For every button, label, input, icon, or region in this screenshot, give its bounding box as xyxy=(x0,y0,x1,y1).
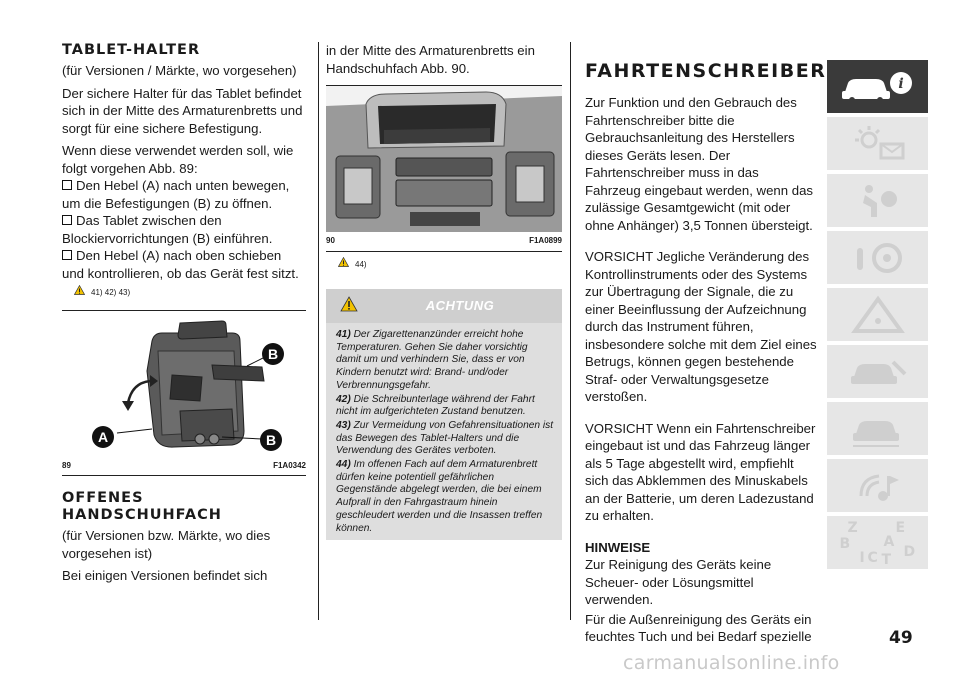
paragraph: VORSICHT Wenn ein Fahrtenschreiber eingebaut ist und das Fahrzeug länger als 5 Tage abgestellt wird, empfiehlt sich das Abklemmen des Minuskabels an der Batterie, um deren Ladezustand zu erhalten. xyxy=(585,420,816,523)
multimedia-icon xyxy=(843,466,913,506)
index-letter: C xyxy=(867,549,878,566)
note-item xyxy=(336,420,554,458)
figure-number: 90 xyxy=(326,236,335,245)
car-service-icon xyxy=(843,352,913,392)
hinweise-heading: HINWEISE xyxy=(585,539,651,555)
index-letter: D xyxy=(903,543,916,560)
tab-starting-driving[interactable] xyxy=(827,231,928,284)
figure-code: F1A0899 xyxy=(529,236,562,245)
note-item xyxy=(336,459,554,535)
paragraph: Der sichere Halter für das Tablet befindet sich in der Mitte des Armaturenbretts und sorgt für eine sichere Befestigung. xyxy=(62,85,303,136)
label-a: A xyxy=(92,426,114,448)
alphabet-index-icon xyxy=(838,520,918,566)
figure-code: F1A0342 xyxy=(273,460,306,470)
warning-triangle-icon xyxy=(338,256,349,274)
subtitle: (für Versionen bzw. Märkte, wo dies vorgesehen ist) xyxy=(62,528,271,561)
index-letter: E xyxy=(895,519,906,536)
figure-90 xyxy=(326,85,562,232)
car-info-icon xyxy=(838,67,918,107)
index-letter: Z xyxy=(847,519,858,536)
note-text: Zur Vermeidung von Gefahrensituationen ist das Bewegen des Tablet-Halters und die Verwendung des Gerätes verboten. xyxy=(336,419,554,457)
tab-warning-lights[interactable] xyxy=(827,117,928,170)
warning-refs-text: 44) xyxy=(355,259,367,269)
glove-box-illustration xyxy=(326,86,562,232)
figure-caption xyxy=(326,232,562,252)
column-1 xyxy=(62,42,306,590)
step-text: Den Hebel (A) nach unten bewegen, um die Befestigungen (B) zu öffnen. xyxy=(62,178,290,211)
tab-multimedia[interactable] xyxy=(827,459,928,512)
checkbox-bullet-icon xyxy=(62,250,72,260)
note-item xyxy=(336,329,554,393)
step-item xyxy=(62,212,306,247)
steering-wheel-icon xyxy=(843,238,913,278)
tab-car-info[interactable] xyxy=(827,60,928,113)
index-letter: A xyxy=(883,533,895,550)
tab-specs[interactable] xyxy=(827,402,928,455)
chapter-sidebar xyxy=(827,60,928,573)
note-text: Der Zigarettenanzünder erreicht hohe Temperaturen. Gehen Sie daher vorsichtig damit um und verhindern Sie, dass er von Kindern benutzt wird: Brand- und/oder Verbrennungsgefahr. xyxy=(336,329,528,391)
svg-text:i: i xyxy=(897,75,904,92)
note-text: Die Schreibunterlage während der Fahrt nicht im aufgerichteten Zustand benutzen. xyxy=(336,393,535,418)
paragraph: Wenn diese verwendet werden soll, wie folgt vorgehen Abb. 89: xyxy=(62,143,294,176)
paragraph: Bei einigen Versionen befindet sich xyxy=(62,568,268,583)
step-text: Den Hebel (A) nach oben schieben und kontrollieren, ob das Gerät fest sitzt. xyxy=(62,248,299,281)
tab-safety[interactable] xyxy=(827,174,928,227)
paragraph: Für die Außenreinigung des Geräts ein feuchtes Tuch und bei Bedarf spezielle xyxy=(585,611,812,644)
warning-refs-text: 41) 42) 43) xyxy=(91,288,131,297)
note-number: 41) xyxy=(336,329,351,340)
note-item xyxy=(336,394,554,419)
step-text: Das Tablet zwischen den Blockiervorrichtungen (B) einführen. xyxy=(62,213,273,246)
checkbox-bullet-icon xyxy=(62,180,72,190)
note-number: 42) xyxy=(336,393,351,405)
column-divider xyxy=(318,42,319,620)
section-title-tablet-halter: TABLET-HALTER xyxy=(62,42,201,58)
section-title-handschuhfach: OFFENES HANDSCHUHFACH xyxy=(62,490,222,523)
watermark: carmanualsonline.info xyxy=(623,652,840,674)
tab-emergency[interactable] xyxy=(827,288,928,341)
warning-triangle-icon xyxy=(74,284,85,302)
achtung-header xyxy=(326,289,562,323)
column-divider xyxy=(570,42,571,620)
note-number: 43) xyxy=(336,419,351,431)
emergency-triangle-icon xyxy=(843,295,913,335)
warning-reference xyxy=(74,284,306,302)
achtung-body xyxy=(326,323,562,540)
step-item xyxy=(62,247,306,282)
index-letter: I xyxy=(859,549,865,566)
achtung-box xyxy=(326,289,562,540)
airbag-seat-icon xyxy=(843,181,913,221)
achtung-title: ACHTUNG xyxy=(425,298,495,314)
step-item xyxy=(62,177,306,212)
warning-reference xyxy=(338,256,562,274)
tab-service[interactable] xyxy=(827,345,928,398)
paragraph: Zur Reinigung des Geräts keine Scheuer- oder Lösungsmittel verwenden. xyxy=(585,557,772,607)
section-title-fahrtenschreiber: FAHRTENSCHREIBER xyxy=(585,60,827,82)
paragraph: VORSICHT Jegliche Veränderung des Kontrollinstruments oder des Systems zur Übertragung der Signale, die zu einer Beeinflussung der Aufzeichnung durch das Instrument führen, insbesondere solche mit dem Ziel eines Betrugs, können gegen bestehende Straf- oder Verwaltungsgesetze verstoßen. xyxy=(585,249,817,404)
warning-lights-icon xyxy=(843,124,913,164)
checkbox-bullet-icon xyxy=(62,215,72,225)
index-letter: B xyxy=(839,535,851,552)
paragraph: in der Mitte des Armaturenbretts ein Handschuhfach Abb. 90. xyxy=(326,43,535,76)
label-b-bottom: B xyxy=(260,429,282,451)
label-b-top: B xyxy=(262,343,284,365)
figure-caption xyxy=(62,457,306,477)
note-text: Im offenen Fach auf dem Armaturenbrett dürfen keine potentiell gefährlichen Gegenstände abgelegt werden, die bei einem Aufprall in den Fahrgastraum hinein geschleudert werden und die Insassen treffen können. xyxy=(336,459,543,534)
tab-index[interactable] xyxy=(827,516,928,569)
index-letter: T xyxy=(881,551,892,568)
car-specs-icon xyxy=(843,409,913,449)
subtitle: (für Versionen / Märkte, wo vorgesehen) xyxy=(62,63,297,78)
figure-89 xyxy=(62,310,306,457)
paragraph: Zur Funktion und den Gebrauch des Fahrtenschreiber bitte die Gebrauchsanleitung des Herstellers dieses Geräts lesen. Der Fahrtenschreiber muss in das Fahrzeug eingebaut werden, wenn das zulässige Gesamtgewicht (mit oder ohne Anhänger) 3,5 Tonnen übersteigt. xyxy=(585,95,814,233)
figure-number: 89 xyxy=(62,460,71,470)
note-number: 44) xyxy=(336,459,351,471)
column-3 xyxy=(585,58,827,651)
column-2 xyxy=(326,42,562,540)
warning-triangle-icon xyxy=(340,296,358,317)
page-number: 49 xyxy=(889,628,913,648)
